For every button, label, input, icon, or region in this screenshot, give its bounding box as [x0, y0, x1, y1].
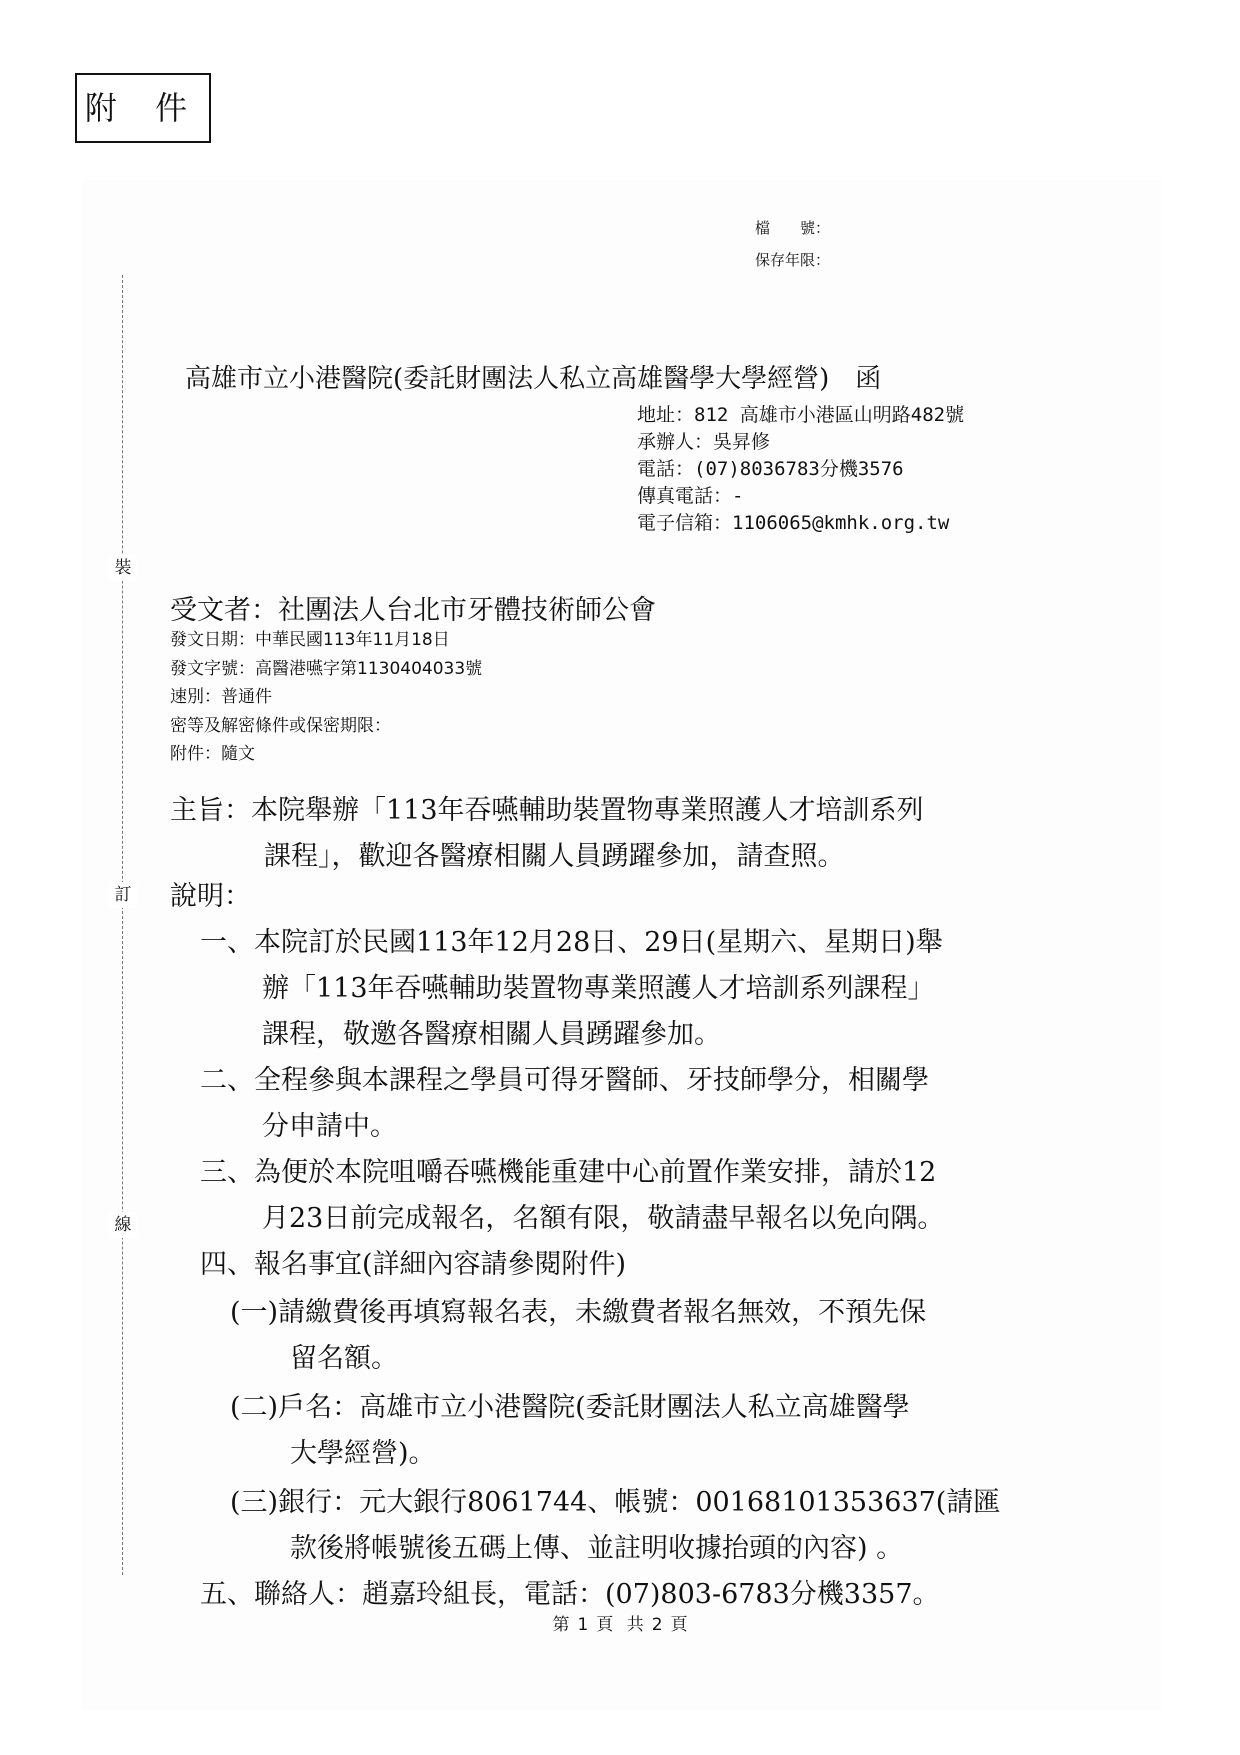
total-pages: 2 [651, 1615, 663, 1635]
item-3-line-2: 月23日前完成報名，名額有限，敬請盡早報名以免向隅。 [262, 1203, 945, 1234]
attachment-note: 附件：隨文 [170, 744, 255, 764]
item-5-line-1: 五、聯絡人：趙嘉玲組長，電話：(07)803-6783分機3357。 [200, 1579, 940, 1610]
sub-item-2 [230, 1385, 910, 1477]
item-1-line-3: 課程，敬邀各醫療相關人員踴躍參加。 [262, 1019, 721, 1050]
item-1-line-1: 一、本院訂於民國113年12月28日、29日(星期六、星期日)舉 [200, 927, 943, 958]
page-number: 1 [577, 1615, 589, 1635]
handler: 承辦人：吳昇修 [637, 431, 771, 453]
item-2-line-2: 分申請中。 [262, 1111, 397, 1142]
page-label-1: 第 [552, 1615, 570, 1635]
document-number: 發文字號：高醫港嚥字第1130404033號 [170, 658, 483, 679]
item-4-line-1: 四、報名事宜(詳細內容請參閱附件) [200, 1249, 627, 1280]
file-number: 檔 號： [755, 219, 831, 237]
page-label-2: 頁 [596, 1615, 614, 1635]
attachment-label: 附 件 [84, 89, 202, 127]
subject-line-1: 主旨：本院舉辦「113年吞嚥輔助裝置物專業照護人才培訓系列 [170, 795, 924, 826]
sub-item-2-line-2: 大學經營)。 [290, 1438, 436, 1469]
speed-class: 速別：普通件 [170, 687, 272, 707]
fax: 傳真電話：- [637, 485, 744, 507]
subject-line-2: 課程」，歡迎各醫療相關人員踴躍參加，請查照。 [264, 841, 845, 872]
recipient: 受文者：社團法人台北市牙體技術師公會 [170, 595, 656, 626]
sub-item-3-line-1: (三)銀行：元大銀行8061744、帳號：00168101353637(請匯 [230, 1487, 1001, 1518]
sub-item-3 [230, 1480, 1000, 1572]
page-footer [0, 1610, 1240, 1635]
item-1-line-2: 辦「113年吞嚥輔助裝置物專業照護人才培訓系列課程」 [262, 973, 935, 1004]
description-item-1 [200, 920, 943, 1058]
subject [170, 788, 924, 880]
attachment-label-box [75, 73, 211, 143]
retention-period: 保存年限： [755, 251, 831, 269]
sub-item-1-line-2: 留名額。 [290, 1343, 398, 1374]
binding-mark-zhuang: 裝 [109, 555, 137, 581]
sub-item-1-line-1: (一)請繳費後再填寫報名表，未繳費者報名無效，不預先保 [230, 1297, 927, 1328]
secrecy-level: 密等及解密條件或保密期限： [170, 715, 391, 736]
description-item-3 [200, 1150, 944, 1242]
item-3-line-1: 三、為便於本院咀嚼吞嚥機能重建中心前置作業安排，請於12 [200, 1157, 937, 1188]
binding-mark-xian: 線 [109, 1212, 137, 1238]
document-meta [170, 626, 482, 769]
description-heading: 說明： [170, 881, 251, 912]
item-2-line-1: 二、全程參與本課程之學員可得牙醫師、牙技師學分，相關學 [200, 1065, 929, 1096]
description-item-2 [200, 1058, 929, 1150]
sub-item-3-line-2: 款後將帳號後五碼上傳、並註明收據抬頭的內容) 。 [290, 1533, 904, 1564]
description-item-4 [200, 1242, 626, 1288]
binding-line [122, 275, 123, 1575]
sub-item-1 [230, 1290, 926, 1382]
total-label-2: 頁 [670, 1615, 688, 1635]
address: 地址：812 高雄市小港區山明路482號 [637, 404, 965, 426]
binding-mark-ding: 訂 [109, 882, 137, 908]
file-meta [755, 212, 830, 276]
organization-header [185, 358, 881, 395]
email: 電子信箱：1106065@kmhk.org.tw [637, 512, 950, 534]
contact-block [637, 402, 964, 537]
total-label-1: 共 [626, 1615, 644, 1635]
sub-item-2-line-1: (二)戶名：高雄市立小港醫院(委託財團法人私立高雄醫學 [230, 1392, 910, 1423]
phone: 電話：(07)8036783分機3576 [637, 458, 904, 480]
issue-date: 發文日期：中華民國113年11月18日 [170, 630, 450, 650]
document-type: 函 [855, 364, 882, 394]
organization-name: 高雄市立小港醫院(委託財團法人私立高雄醫學大學經營) [185, 364, 830, 394]
